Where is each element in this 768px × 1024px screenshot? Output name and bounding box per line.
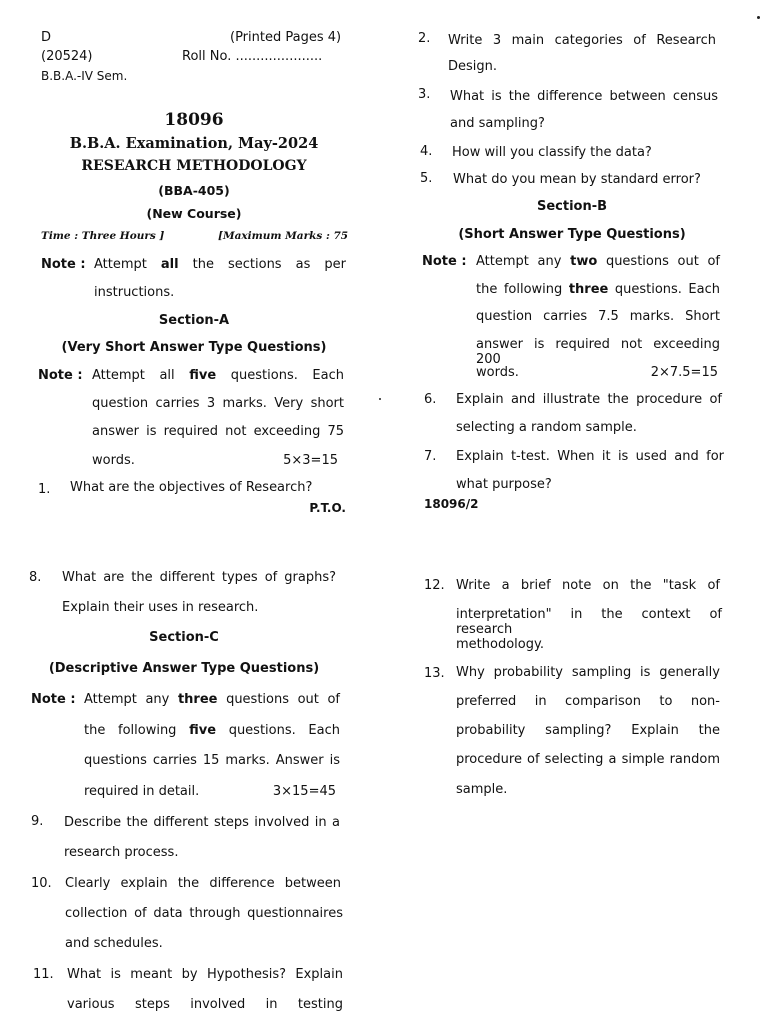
question-13-line4: procedure of selecting a simple random xyxy=(456,752,720,767)
section-a-note-label: Note : xyxy=(38,368,83,383)
question-13-line3: probability sampling? Explain the xyxy=(456,723,720,738)
question-4-number: 4. xyxy=(420,144,433,159)
question-1-number: 1. xyxy=(38,482,51,497)
exam-title: B.B.A. Examination, May-2024 xyxy=(69,135,319,152)
section-b-subtitle: (Short Answer Type Questions) xyxy=(458,227,686,242)
max-marks: [Maximum Marks : 75 xyxy=(218,230,349,242)
section-a-title: Section-A xyxy=(158,313,230,328)
section-c-note-line1: Attempt any three questions out of xyxy=(84,692,340,707)
course-code: (BBA-405) xyxy=(158,183,230,198)
section-c-note-line3: questions carries 15 marks. Answer is xyxy=(84,753,340,768)
section-a-note-line2: question carries 3 marks. Very short xyxy=(92,396,344,411)
scan-speck xyxy=(757,16,760,19)
question-8-line2: Explain their uses in research. xyxy=(62,600,259,615)
section-c-note-label: Note : xyxy=(31,692,76,707)
question-12-line3: methodology. xyxy=(456,637,544,652)
question-9-number: 9. xyxy=(31,814,44,829)
pto-label: P.T.O. xyxy=(309,501,346,515)
general-note-line1: Attempt all the sections as per xyxy=(94,257,346,272)
question-10-number: 10. xyxy=(31,876,52,891)
section-c-title: Section-C xyxy=(149,630,219,645)
printed-pages: (Printed Pages 4) xyxy=(230,30,342,45)
question-2-line2: Design. xyxy=(448,59,498,74)
question-10-line2: collection of data through questionnaires xyxy=(65,906,343,921)
question-8-number: 8. xyxy=(29,570,42,585)
question-10-line1: Clearly explain the difference between xyxy=(65,876,341,891)
question-2-number: 2. xyxy=(418,31,431,46)
section-a-note-line4: words. xyxy=(92,453,135,468)
section-a-subtitle: (Very Short Answer Type Questions) xyxy=(61,340,327,355)
question-6-number: 6. xyxy=(424,392,437,407)
page-reference: 18096/2 xyxy=(424,497,479,511)
section-c-note-line2: the following five questions. Each xyxy=(84,723,340,738)
question-11-line1: What is meant by Hypothesis? Explain xyxy=(67,967,343,982)
course-type: (New Course) xyxy=(146,206,242,221)
question-4-text: How will you classify the data? xyxy=(452,145,652,160)
general-note-label: Note : xyxy=(41,257,86,272)
question-5-number: 5. xyxy=(420,171,433,186)
section-b-marks: 2×7.5=15 xyxy=(650,365,718,380)
exam-time: Time : Three Hours ] xyxy=(41,230,165,242)
section-b-note-line1: Attempt any two questions out of xyxy=(476,254,721,269)
question-1-text: What are the objectives of Research? xyxy=(70,480,313,495)
question-11-number: 11. xyxy=(33,967,54,982)
set-code: D xyxy=(41,30,52,45)
section-b-note-line4: answer is required not exceeding 200 xyxy=(476,337,720,367)
scan-speck xyxy=(379,398,381,400)
section-a-note-line1: Attempt all five questions. Each xyxy=(92,368,344,383)
question-3-line2: and sampling? xyxy=(450,116,545,131)
question-6-line2: selecting a random sample. xyxy=(456,420,637,435)
section-b-note-line5: words. xyxy=(476,365,519,380)
section-b-note-label: Note : xyxy=(422,254,467,269)
question-3-line1: What is the difference between census xyxy=(450,89,718,104)
question-13-number: 13. xyxy=(424,666,445,681)
semester: B.B.A.-IV Sem. xyxy=(41,69,128,83)
section-a-note-line3: answer is required not exceeding 75 xyxy=(92,424,344,439)
question-7-line2: what purpose? xyxy=(456,477,552,492)
section-a-marks: 5×3=15 xyxy=(283,453,338,468)
section-b-title: Section-B xyxy=(536,199,608,214)
question-6-line1: Explain and illustrate the procedure of xyxy=(456,392,722,407)
question-10-line3: and schedules. xyxy=(65,936,163,951)
question-7-line1: Explain t-test. When it is used and for xyxy=(456,449,724,464)
subject-title: RESEARCH METHODOLOGY xyxy=(81,158,307,174)
paper-code: (20524) xyxy=(41,49,93,64)
section-c-subtitle: (Descriptive Answer Type Questions) xyxy=(48,661,320,676)
question-7-number: 7. xyxy=(424,449,437,464)
question-13-line5: sample. xyxy=(456,782,508,797)
question-12-line1: Write a brief note on the "task of xyxy=(456,578,720,593)
question-12-number: 12. xyxy=(424,578,445,593)
section-b-note-line2: the following three questions. Each xyxy=(476,282,720,297)
question-13-line2: preferred in comparison to non- xyxy=(456,694,720,709)
question-12-line2: interpretation" in the context of research xyxy=(456,607,722,637)
question-2-line1: Write 3 main categories of Research xyxy=(448,33,716,48)
roll-number: Roll No. ..................... xyxy=(182,49,323,64)
section-c-note-line4: required in detail. xyxy=(84,784,200,799)
section-b-note-line3: question carries 7.5 marks. Short xyxy=(476,309,720,324)
question-8-line1: What are the different types of graphs? xyxy=(62,570,336,585)
general-note-line2: instructions. xyxy=(94,285,175,300)
question-11-line2: various steps involved in testing xyxy=(67,997,343,1012)
section-c-marks: 3×15=45 xyxy=(272,784,336,799)
paper-number: 18096 xyxy=(164,110,224,130)
question-9-line1: Describe the different steps involved in a xyxy=(64,815,340,830)
question-9-line2: research process. xyxy=(64,845,179,860)
question-5-text: What do you mean by standard error? xyxy=(453,172,701,187)
question-13-line1: Why probability sampling is generally xyxy=(456,665,720,680)
question-3-number: 3. xyxy=(418,87,431,102)
